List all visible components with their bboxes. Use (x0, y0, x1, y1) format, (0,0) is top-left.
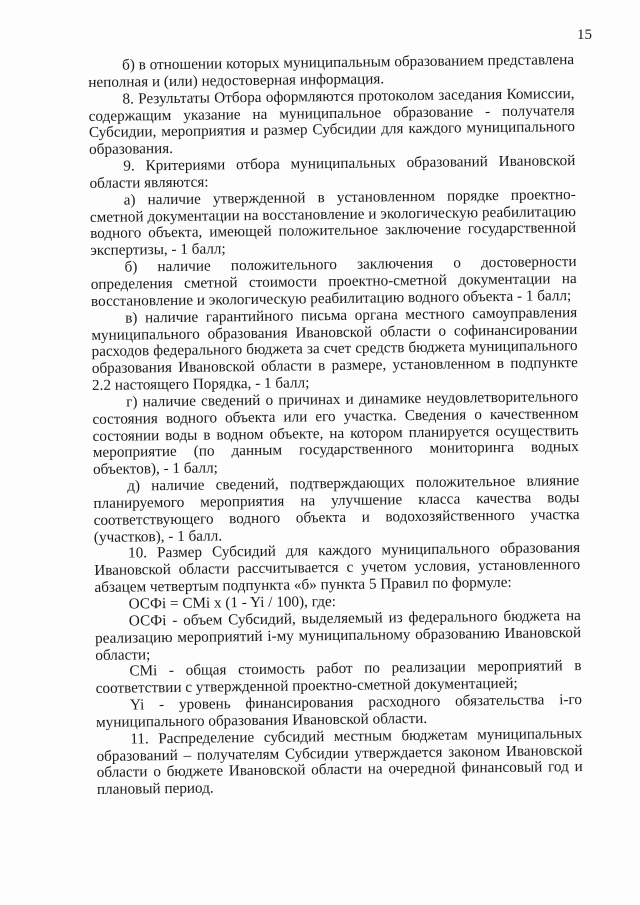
definition-y: Yi - уровень финансирования расходного обязательства i-го муниципального образования Ивановской области. (96, 691, 582, 731)
paragraph-8: 8. Результаты Отбора оформляются протоколом заседания Комиссии, содержащим указание на муниципальное образование - получателя Субсидии, мероприятия и размер Субсидии для каждого муниципального образования. (88, 84, 575, 159)
paragraph-11: 11. Распределение субсидий местным бюджетам муниципальных образований – получателям Субсидии утверждается законом Ивановской области о бюджете Ивановской области на очередной финансовый год и плановый период. (96, 724, 583, 799)
criterion-a: а) наличие утвержденной в установленном порядке проектно-сметной документации на восстановление и экологическую реабилитацию водного объекта, имеющей положительное заключение государственной экспертизы, - 1 балл; (89, 185, 577, 260)
definition-cm: СМi - общая стоимость работ по реализации мероприятий в соответствии с утвержденной проектно-сметной документацией; (95, 657, 582, 698)
definition-osf: ОСФi - объем Субсидий, выделяемый из федерального бюджета на реализацию мероприятий i-му муниципальному образованию Ивановской области; (94, 606, 582, 664)
paragraph-10: 10. Размер Субсидий для каждого муниципального образования Ивановской области рассчитывается с учетом условия, установленного абзацем четвертым подпункта «б» пункта 5 Правил по формуле: (94, 539, 581, 597)
item-b-incomplete-info: б) в отношении которых муниципальным образованием представлена неполная и (или) недостоверная информация. (88, 51, 575, 91)
page-number: 15 (577, 27, 592, 43)
paragraph-9: 9. Критериями отбора муниципальных образований Ивановской области являются: (89, 152, 576, 192)
criterion-b: б) наличие положительного заключения о достоверности определения сметной стоимости проектно-сметной документации на восстановление и экологическую реабилитацию водного объекта - 1 балл; (90, 253, 577, 310)
criterion-g: г) наличие сведений о причинах и динамике неудовлетворительного состояния водного объекта или его участка. Сведения о качественном состоянии воды в водном объекте, на котором планируется осуществить мероприятие (по данным государственного мониторинга водных объектов), - 1 балл; (92, 387, 579, 479)
document-body (88, 52, 583, 799)
criterion-v: в) наличие гарантийного письма органа местного самоуправления муниципального образования Ивановской области о софинансировании расходов федерального бюджета за счет средств бюджета муниципального образования Ивановской области в размере, установленном в подпункте 2.2 настоящего Порядка, - 1 балл; (91, 303, 578, 395)
criterion-d: д) наличие сведений, подтверждающих положительное влияние планируемого мероприятия на улучшение класса качества воды соответствующего водного объекта и водохозяйственного участка (участков), - 1 балл. (93, 472, 580, 546)
formula: ОСФi = СМi x (1 - Yi / 100), где: (128, 593, 336, 613)
